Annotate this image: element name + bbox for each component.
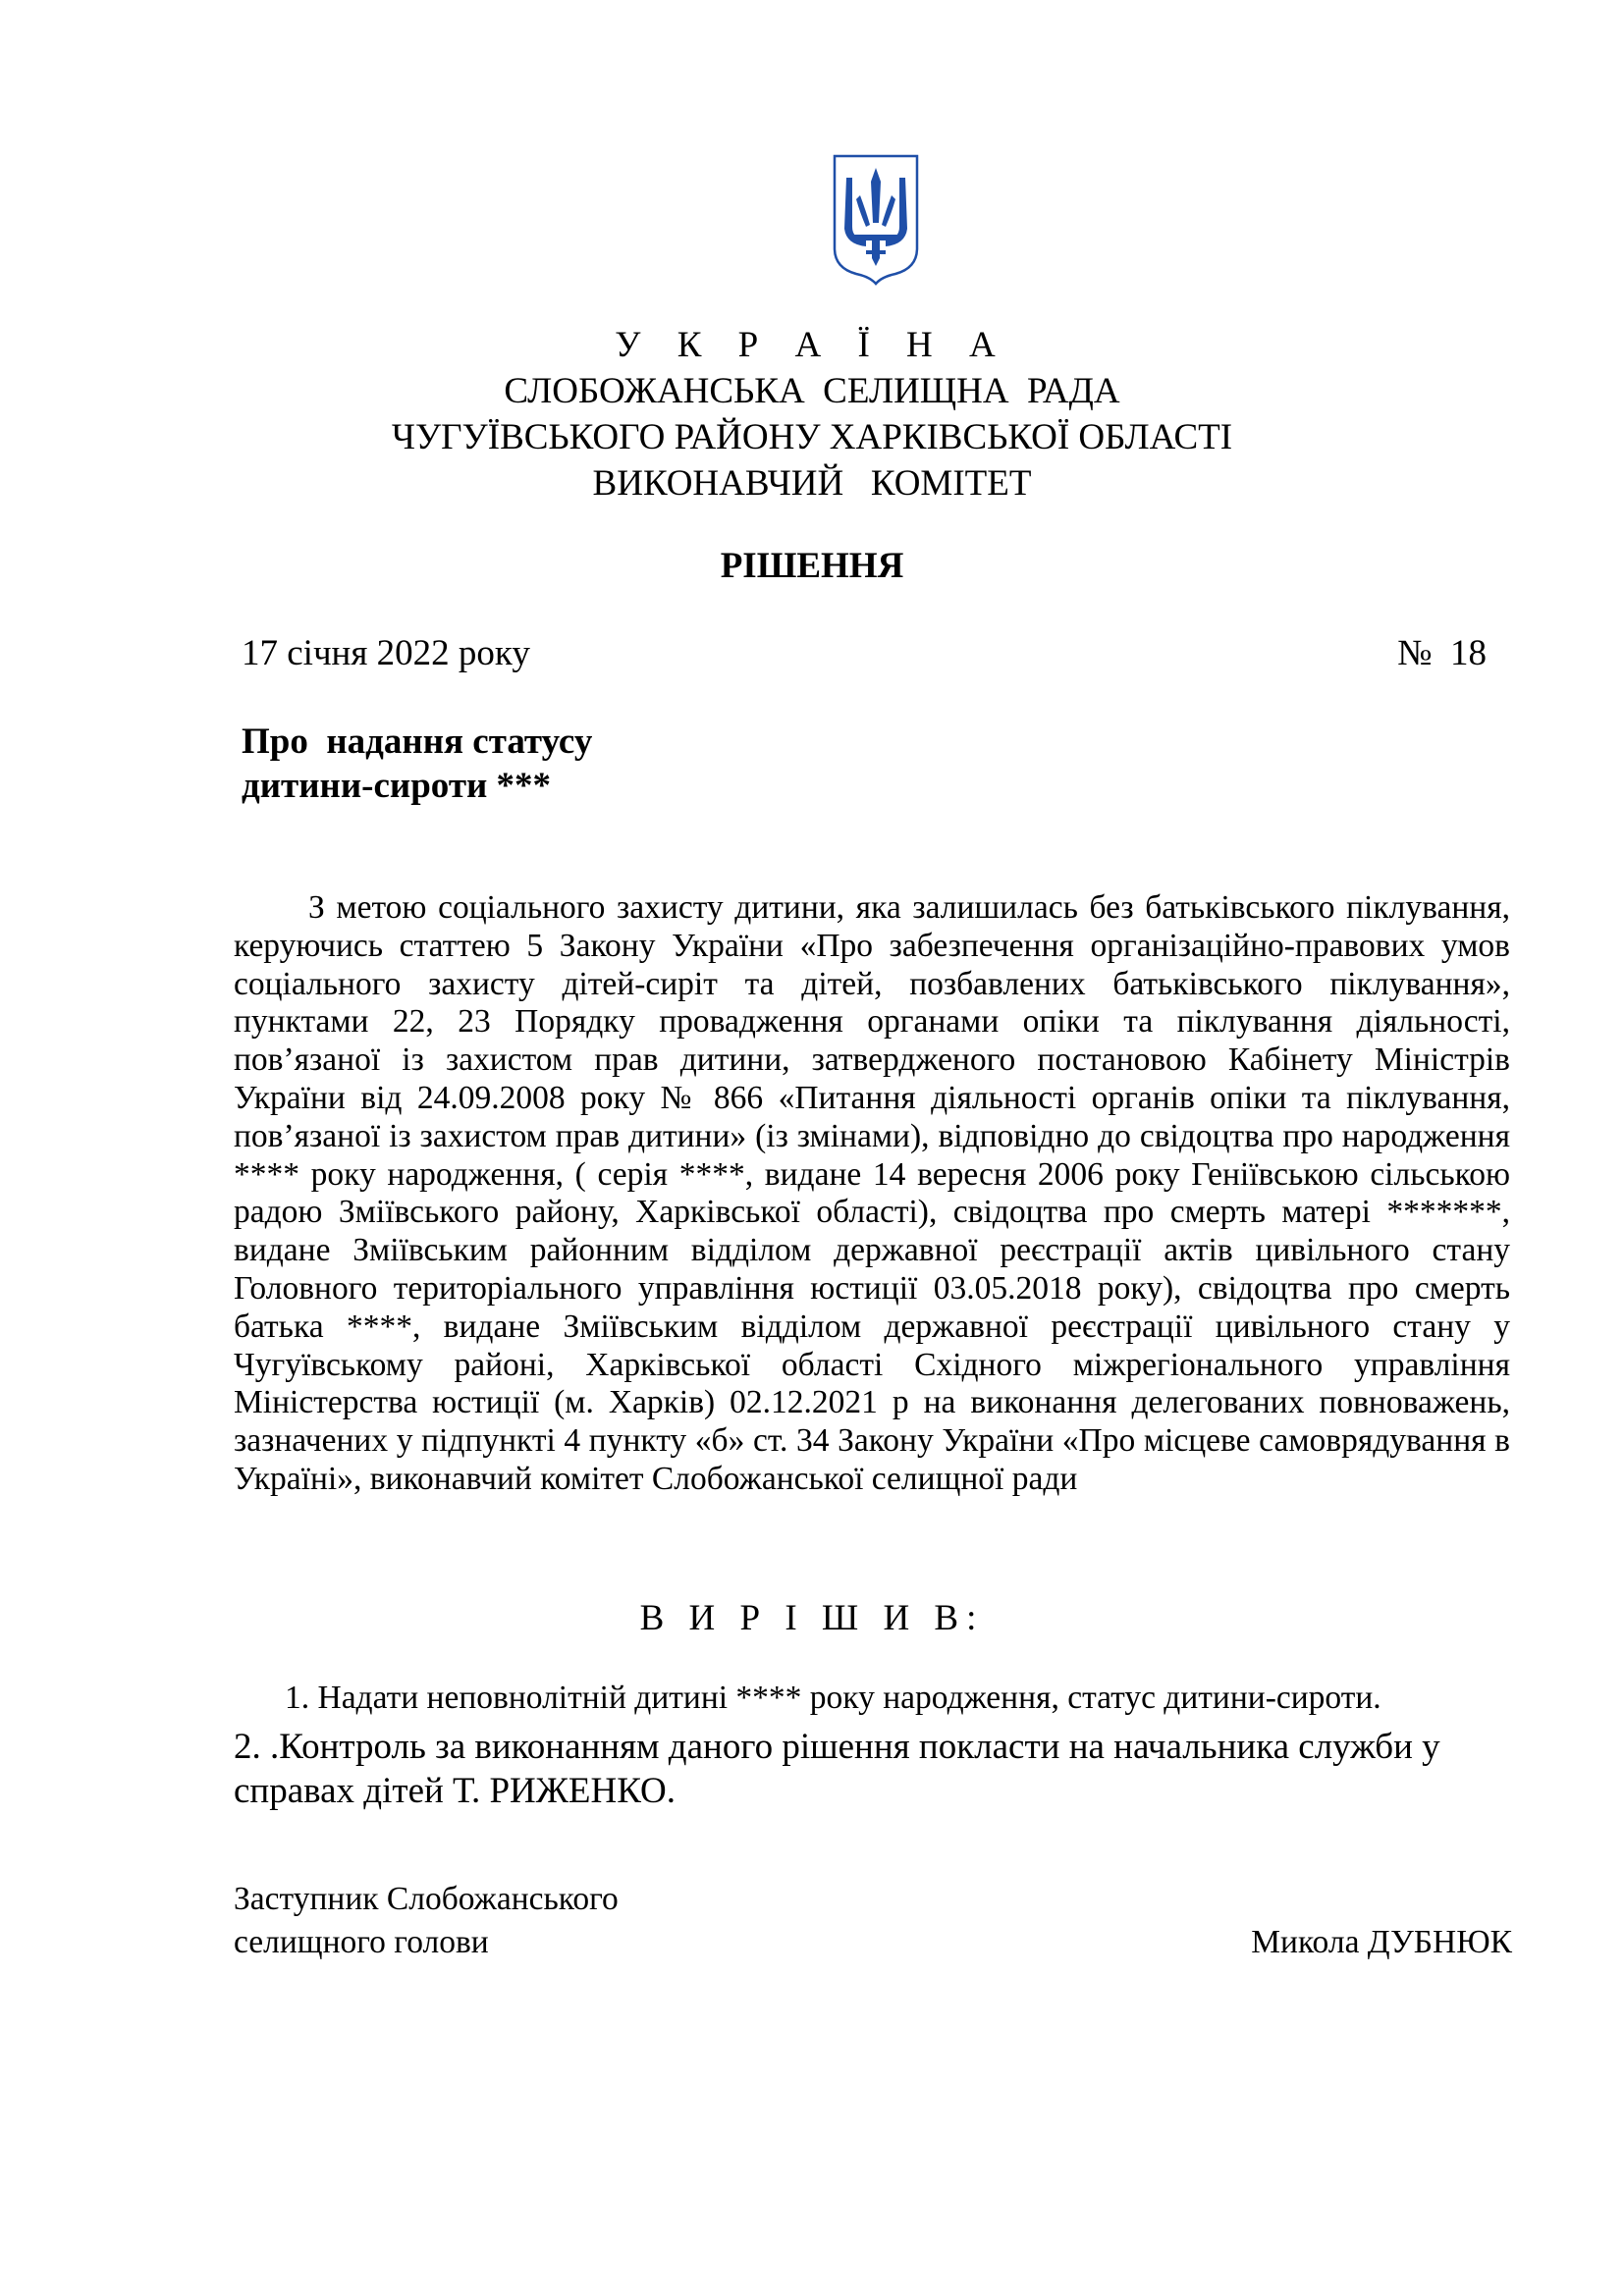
resolve-heading: В И Р І Ш И В: <box>639 1598 985 1638</box>
subject-line: Про надання статусу <box>242 721 593 762</box>
signatory-title-line: селищного голови <box>234 1924 489 1960</box>
signatory-title <box>234 1878 619 1964</box>
document-header <box>0 322 1624 507</box>
committee-name: ВИКОНАВЧИЙ КОМІТЕТ <box>592 463 1032 504</box>
resolution-item-line: 2. .Контроль за виконанням даного рішення покласти на начальника служби у <box>234 1727 1440 1767</box>
preamble-paragraph: З метою соціального захисту дитини, яка залишилась без батьківського піклування, керуючись статтею 5 Закону України «Про забезпечення організаційно-правових умов соціального захисту дітей-сиріт та дітей, позбавлених батьківського піклування», пунктами 22, 23 Порядку провадження органами опіки та піклування діяльності, пов’язаної із захистом прав дитини, затвердженого постановою Кабінету Міністрів України від 24.09.2008 року № 866 «Питання діяльності органів опіки та піклування, пов’язаної із захистом прав дитини» (із змінами), відповідно до свідоцтва про народження **** року народження, ( серія ****, видане 14 вересня 2006 року Геніївською сільською радою Зміївського району, Харківської області), свідоцтва про смерть матері *******, видане Зміївським районним відділом державної реєстрації актів цивільного стану Головного територіального управління юстиції 03.05.2018 року), свідоцтва про смерть батька ****, видане Зміївським відділом державної реєстрації цивільного стану у Чугуївському районі, Харківської області Східного міжрегіонального управління Міністерства юстиції (м. Харків) 02.12.2021 р на виконання делегованих повноважень, зазначених у підпункті 4 пункту «б» ст. 34 Закону України «Про місцеве самоврядування в Україні», виконавчий комітет Слобожанської селищної ради <box>234 889 1510 1497</box>
subject-line: дитини-сироти *** <box>242 766 552 806</box>
resolution-item-line: справах дітей Т. РИЖЕНКО. <box>234 1771 676 1811</box>
decision-number: № 18 <box>1397 633 1487 673</box>
decision-date: 17 січня 2022 року <box>242 633 530 673</box>
council-name: СЛОБОЖАНСЬКА СЕЛИЩНА РАДА <box>504 371 1120 411</box>
resolution-item: 1. Надати неповнолітній дитині **** року народження, статус дитини-сироти. <box>285 1680 1381 1716</box>
decision-title: РІШЕННЯ <box>720 546 904 586</box>
country-name: У К Р А Ї Н А <box>615 325 1009 365</box>
resolution-item <box>234 1725 1530 1813</box>
district-name: ЧУГУЇВСЬКОГО РАЙОНУ ХАРКІВСЬКОЇ ОБЛАСТІ <box>391 417 1233 457</box>
trident-coat-of-arms-icon <box>831 152 921 286</box>
signatory-title-line: Заступник Слобожанського <box>234 1881 619 1917</box>
decision-subject <box>242 720 592 808</box>
signatory-name: Микола ДУБНЮК <box>1251 1924 1512 1960</box>
